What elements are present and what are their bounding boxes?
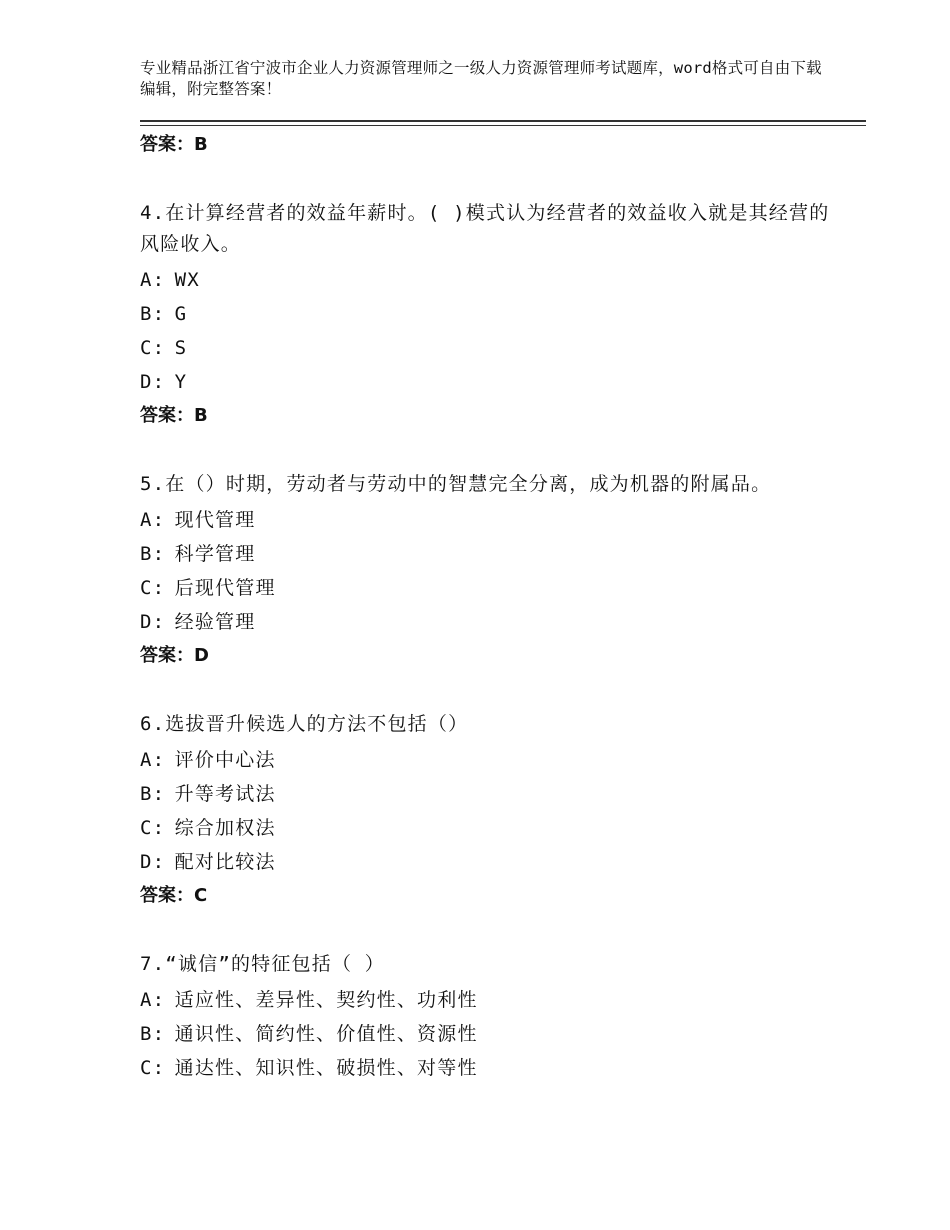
document-header: 专业精品浙江省宁波市企业人力资源管理师之一级人力资源管理师考试题库，word格式可自由下载编辑，附完整答案！ [140, 59, 822, 98]
option-value: 评价中心法 [174, 749, 276, 771]
option-value: Y [174, 371, 188, 393]
option-value: S [174, 337, 188, 359]
option-value: 科学管理 [174, 543, 256, 565]
option-value: 经验管理 [174, 611, 256, 633]
option-value: 综合加权法 [174, 817, 276, 839]
option-c: C: 综合加权法 [140, 817, 276, 839]
option-value: 后现代管理 [174, 577, 276, 599]
answer-line: 答案：D [140, 645, 209, 666]
question-block [140, 709, 830, 913]
option-b: B: 升等考试法 [140, 783, 276, 805]
option-b: B: 科学管理 [140, 543, 256, 565]
option-c: C: S [140, 337, 188, 359]
question-text: 6.选拔晋升候选人的方法不包括（） [140, 713, 469, 735]
option-d: D: Y [140, 371, 188, 393]
option-b: B: G [140, 303, 188, 325]
option-d: D: 经验管理 [140, 611, 256, 633]
document-content [140, 128, 830, 1085]
option-a: A: 评价中心法 [140, 749, 276, 771]
answer-line: 答案：B [140, 134, 208, 155]
option-d: D: 配对比较法 [140, 851, 276, 873]
option-value: G [174, 303, 188, 325]
option-value: 通达性、知识性、破损性、对等性 [174, 1057, 478, 1079]
question-block [140, 469, 830, 673]
option-c: C: 后现代管理 [140, 577, 276, 599]
option-a: A: WX [140, 269, 200, 291]
option-value: 升等考试法 [174, 783, 276, 805]
question-text: 4.在计算经营者的效益年薪时。( )模式认为经营者的效益收入就是其经营的风险收入。 [140, 202, 830, 255]
option-a: A: 现代管理 [140, 509, 256, 531]
option-value: 适应性、差异性、契约性、功利性 [174, 989, 478, 1011]
option-value: 配对比较法 [174, 851, 276, 873]
question-block [140, 198, 830, 433]
option-value: WX [174, 269, 200, 291]
option-value: 现代管理 [174, 509, 256, 531]
question-text: 5.在（）时期，劳动者与劳动中的智慧完全分离，成为机器的附属品。 [140, 473, 772, 495]
answer-line: 答案：C [140, 885, 208, 906]
header-rule-thick [140, 120, 866, 122]
option-c: C: 通达性、知识性、破损性、对等性 [140, 1057, 478, 1079]
header-rule-thin [140, 125, 866, 126]
question-text: 7.“诚信”的特征包括（ ） [140, 953, 385, 975]
option-b: B: 通识性、简约性、价值性、资源性 [140, 1023, 478, 1045]
answer-line: 答案：B [140, 405, 208, 426]
option-a: A: 适应性、差异性、契约性、功利性 [140, 989, 478, 1011]
option-value: 通识性、简约性、价值性、资源性 [174, 1023, 478, 1045]
question-block [140, 949, 830, 1085]
